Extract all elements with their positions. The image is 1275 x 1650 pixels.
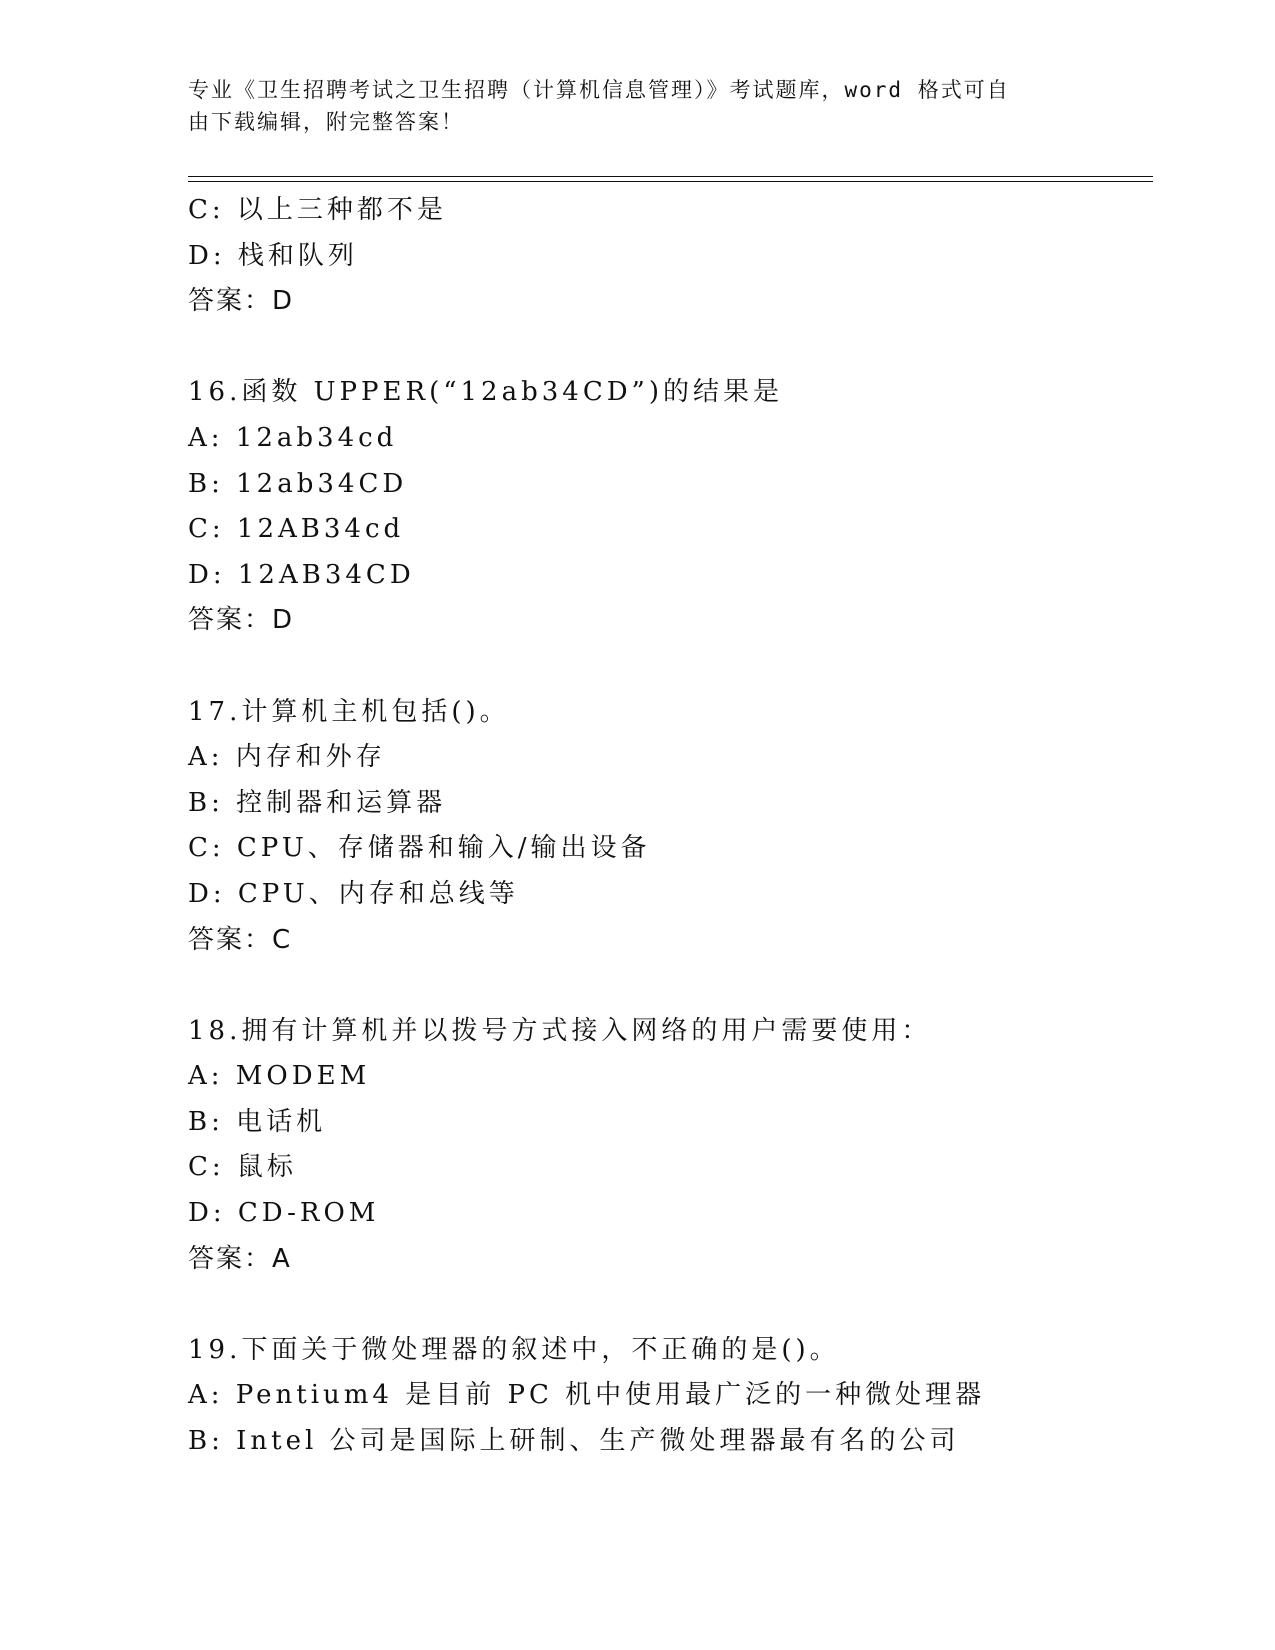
- question-stem: 16.函数 UPPER(“12ab34CD”)的结果是: [188, 377, 783, 408]
- question-stem: 18.拥有计算机并以拨号方式接入网络的用户需要使用：: [188, 1015, 932, 1046]
- spacer: [188, 325, 1148, 371]
- spacer: [188, 963, 1148, 1009]
- option-d: D: 栈和队列: [188, 240, 358, 271]
- document-header: [188, 74, 1068, 138]
- answer-line: 答案：D: [188, 605, 295, 636]
- answer-line: 答案：C: [188, 924, 293, 955]
- question-18: [188, 1009, 1148, 1283]
- option-c: C: 鼠标: [188, 1152, 297, 1183]
- option-a: A: 内存和外存: [188, 742, 386, 773]
- answer-line: 答案：A: [188, 1243, 292, 1274]
- question-19: [188, 1328, 1148, 1465]
- question-15-tail: [188, 188, 1148, 325]
- option-b: B: 控制器和运算器: [188, 787, 447, 818]
- option-a: A: Pentium4 是目前 PC 机中使用最广泛的一种微处理器: [188, 1380, 986, 1411]
- question-16: [188, 370, 1148, 644]
- option-d: D: CPU、内存和总线等: [188, 878, 519, 909]
- header-rule-top: [188, 176, 1153, 177]
- option-b: B: Intel 公司是国际上研制、生产微处理器最有名的公司: [188, 1426, 960, 1457]
- answer-line: 答案：D: [188, 286, 295, 317]
- option-c: C: CPU、存储器和输入/输出设备: [188, 833, 651, 864]
- option-c: C: 12AB34cd: [188, 514, 405, 545]
- question-list: [188, 188, 1148, 1465]
- option-d: D: 12AB34CD: [188, 559, 415, 590]
- option-b: B: 电话机: [188, 1106, 327, 1137]
- spacer: [188, 1282, 1148, 1328]
- question-stem: 19.下面关于微处理器的叙述中，不正确的是()。: [188, 1334, 840, 1365]
- option-a: A: MODEM: [188, 1061, 371, 1092]
- question-stem: 17.计算机主机包括()。: [188, 696, 510, 727]
- option-a: A: 12ab34cd: [188, 422, 398, 453]
- question-17: [188, 690, 1148, 964]
- option-b: B: 12ab34CD: [188, 468, 408, 499]
- header-line-2: 由下载编辑，附完整答案！: [188, 110, 464, 134]
- option-d: D: CD-ROM: [188, 1198, 380, 1229]
- spacer: [188, 644, 1148, 690]
- header-rule-bottom: [188, 181, 1153, 182]
- header-line-1: 专业《卫生招聘考试之卫生招聘（计算机信息管理）》考试题库，word 格式可自: [188, 78, 1010, 102]
- option-c: C: 以上三种都不是: [188, 195, 447, 225]
